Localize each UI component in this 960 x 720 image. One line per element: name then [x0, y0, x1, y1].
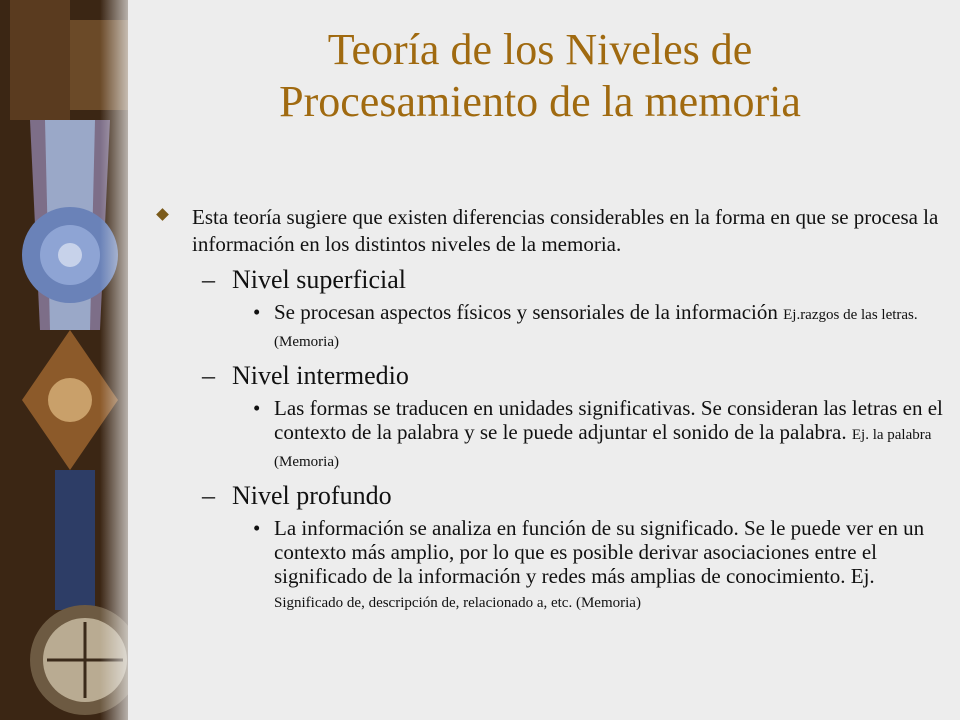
- level-name: Nivel superficial: [232, 265, 406, 294]
- level-example: Ej. la palabra (Memoria): [274, 427, 932, 470]
- level-heading: [158, 360, 948, 392]
- level-text: La información se analiza en función de su significado. Se le puede ver en un contexto más amplio, por lo que es posible derivar asociaciones entre el significado de la información y redes más amplias de conocimiento. Ej.: [274, 516, 925, 588]
- dash-bullet: –: [202, 361, 215, 390]
- intro-bullet: [158, 204, 948, 258]
- dash-bullet: –: [202, 265, 215, 294]
- image-fade: [100, 0, 140, 720]
- level-description: [158, 300, 948, 354]
- level-description: [158, 516, 948, 615]
- level-text: Las formas se traducen en unidades significativas. Se consideran las letras en el contexto de la palabra y se le puede adjuntar el sonido de la palabra.: [274, 396, 943, 444]
- level-heading: [158, 480, 948, 512]
- dot-bullet: •: [253, 300, 261, 324]
- slide-title: [140, 24, 940, 128]
- level-text: Se procesan aspectos físicos y sensoriales de la información: [274, 300, 778, 324]
- level-heading: [158, 264, 948, 296]
- dot-bullet: •: [253, 396, 261, 420]
- level-example: Significado de, descripción de, relacionado a, etc. (Memoria): [274, 595, 641, 611]
- slide-body: [158, 204, 948, 621]
- title-line-1: Teoría de los Niveles de: [327, 25, 753, 74]
- title-line-2: Procesamiento de la memoria: [279, 77, 801, 126]
- level-description: [158, 396, 948, 474]
- level-name: Nivel intermedio: [232, 361, 409, 390]
- level-name: Nivel profundo: [232, 481, 392, 510]
- diamond-bullet-icon: [156, 208, 169, 221]
- intro-text: Esta teoría sugiere que existen diferencias considerables en la forma en que se procesa la información en los distintos niveles de la memoria.: [192, 205, 939, 256]
- level-example: Ej.razgos de las letras. (Memoria): [274, 307, 918, 350]
- dash-bullet: –: [202, 481, 215, 510]
- dot-bullet: •: [253, 516, 261, 540]
